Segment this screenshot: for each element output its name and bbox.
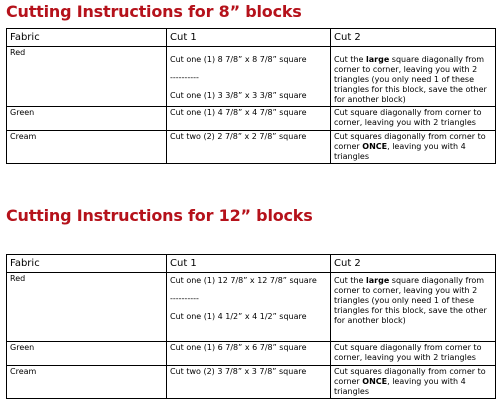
fabric-cell: Red [7,273,167,342]
cut1-cell [167,47,331,107]
cutting-table [6,28,496,164]
fabric-cell: Red [7,47,167,107]
cut1-second-line: Cut one (1) 4 1/2” x 4 1/2” square [170,312,307,321]
cut1-second-line: Cut one (1) 3 3/8” x 3 3/8” square [170,91,307,100]
section-12in-blocks [6,207,495,399]
header-fabric: Fabric [7,255,167,273]
fabric-cell: Green [7,342,167,366]
cut2-cell [331,366,496,399]
section-8in-blocks [6,3,495,164]
cut1-cell: Cut two (2) 2 7/8” x 2 7/8” square [167,131,331,164]
cut2-text-pre: Cut the [334,55,367,64]
cut2-text-bold: large [366,276,390,285]
section-title: Cutting Instructions for 12” blocks [6,206,313,225]
cut2-text-post: , leaving you with 4 triangles [334,142,466,161]
cut2-text-pre: Cut the [334,276,367,285]
fabric-cell: Green [7,107,167,131]
cut2-text-post: square diagonally from corner to corner, leaving you with 2 triangles (you only need 1 of these triangles for this block, save the other for another block) [334,276,487,325]
cut2-text-pre: Cut squares diagonally from corner to corner [334,132,486,151]
cut1-separator: ---------- [170,294,199,303]
table-header-row [7,255,496,273]
cut2-cell [331,47,496,107]
cut2-cell: Cut square diagonally from corner to corner, leaving you with 2 triangles [331,107,496,131]
cut1-cell: Cut one (1) 6 7/8” x 6 7/8” square [167,342,331,366]
table-row [7,107,496,131]
cut2-text-post: , leaving you with 4 triangles [334,377,466,396]
cut2-text-bold: large [366,55,390,64]
cut1-separator: ---------- [170,73,199,82]
header-cut-1: Cut 1 [167,255,331,273]
header-cut-2: Cut 2 [331,255,496,273]
cut2-text-pre: Cut squares diagonally from corner to corner [334,367,486,386]
table-row [7,366,496,399]
header-cut-2: Cut 2 [331,29,496,47]
table-row [7,47,496,107]
cut2-cell: Cut square diagonally from corner to corner, leaving you with 2 triangles [331,342,496,366]
header-cut-1: Cut 1 [167,29,331,47]
cut2-text-bold: ONCE [362,377,388,386]
cut2-cell [331,131,496,164]
fabric-cell: Cream [7,366,167,399]
cut1-first-line: Cut one (1) 8 7/8” x 8 7/8” square [170,55,307,64]
cut1-first-line: Cut one (1) 12 7/8” x 12 7/8” square [170,276,317,285]
section-title: Cutting Instructions for 8” blocks [6,2,302,21]
table-row [7,342,496,366]
cut2-text-bold: ONCE [362,142,388,151]
table-row [7,131,496,164]
table-header-row [7,29,496,47]
cut1-cell: Cut one (1) 4 7/8” x 4 7/8” square [167,107,331,131]
table-row [7,273,496,342]
cut2-cell [331,273,496,342]
cut2-text-post: square diagonally from corner to corner, leaving you with 2 triangles (you only need 1 of these triangles for this block, save the other for another block) [334,55,487,104]
cut1-cell: Cut two (2) 3 7/8” x 3 7/8” square [167,366,331,399]
fabric-cell: Cream [7,131,167,164]
cut1-cell [167,273,331,342]
header-fabric: Fabric [7,29,167,47]
cutting-table [6,254,496,399]
